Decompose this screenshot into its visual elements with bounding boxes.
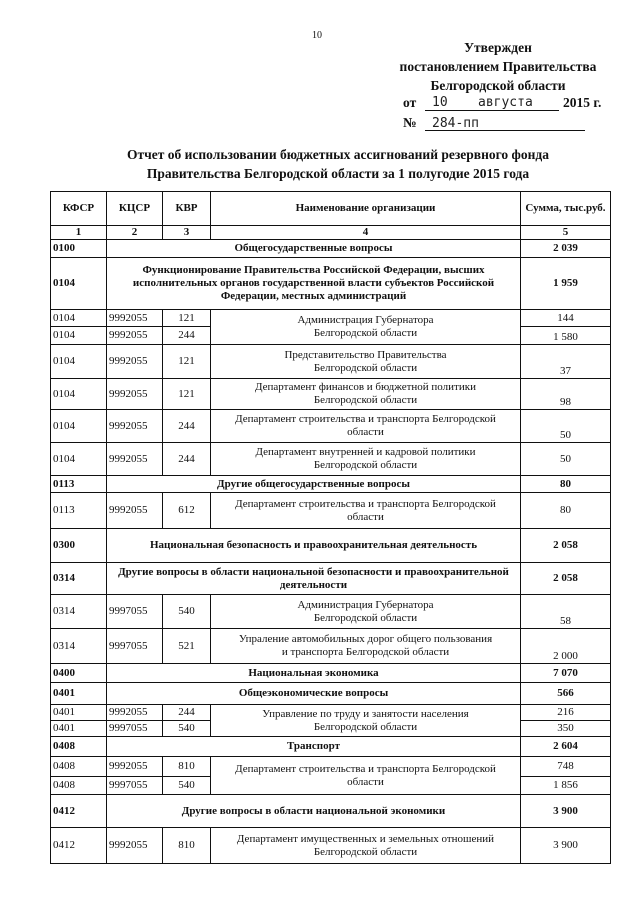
cell-sum: 80: [521, 493, 611, 529]
cell-kfsr: 0400: [51, 664, 107, 683]
cell-name: [211, 595, 521, 629]
cell-name: [211, 493, 521, 529]
cell-kfsr: 0408: [51, 777, 107, 795]
page-number: 10: [312, 30, 322, 41]
cell-kfsr: 0113: [51, 493, 107, 529]
cell-kvr: 540: [163, 721, 211, 737]
col-number: 4: [211, 226, 521, 240]
date-prefix: от: [403, 95, 417, 110]
table-row: [51, 240, 611, 258]
number-value: 284-пп: [432, 116, 479, 131]
cell-sum: 3 900: [521, 828, 611, 864]
table-row: [51, 683, 611, 705]
report-title: [70, 145, 606, 183]
table-row: [51, 737, 611, 757]
cell-kfsr: 0314: [51, 595, 107, 629]
cell-kcsr: 9992055: [107, 345, 163, 379]
cell-name: [211, 345, 521, 379]
cell-sum: 1 856: [521, 777, 611, 795]
cell-kfsr: 0104: [51, 379, 107, 410]
name-line: и транспорта Белгородской области: [281, 646, 450, 658]
cell-kfsr: 0408: [51, 737, 107, 757]
cell-name: [211, 757, 521, 795]
cell-kcsr: 9992055: [107, 379, 163, 410]
header-kcsr: КЦСР: [107, 192, 163, 226]
cell-kfsr: 0314: [51, 563, 107, 595]
name-line: области: [347, 426, 384, 438]
header-sum: Сумма, тыс.руб.: [521, 192, 611, 226]
cell-sum: 2 000: [521, 629, 611, 664]
approval-block: [378, 38, 618, 95]
cell-kfsr: 0412: [51, 795, 107, 828]
table-number-row: [51, 226, 611, 240]
name-line: Представительство Правительства: [284, 348, 447, 361]
cell-kcsr: 9997055: [107, 595, 163, 629]
header-kvr: КВР: [163, 192, 211, 226]
name-line: Департамент строительства и транспорта Белгородской: [235, 413, 496, 425]
table-row: [51, 529, 611, 563]
col-number: 3: [163, 226, 211, 240]
cell-kfsr: 0104: [51, 443, 107, 476]
approval-line-2: постановлением Правительства: [399, 59, 597, 74]
cell-kcsr: 9997055: [107, 721, 163, 737]
name-line: Белгородской области: [313, 720, 418, 733]
col-number: 5: [521, 226, 611, 240]
header-name: Наименование организации: [211, 192, 521, 226]
cell-sum: 1 580: [521, 327, 611, 345]
cell-kvr: 810: [163, 828, 211, 864]
number-prefix: №: [403, 115, 417, 130]
cell-sum: 566: [521, 683, 611, 705]
name-line: Упраление автомобильных дорог общего пользования: [238, 633, 493, 645]
cell-kfsr: 0412: [51, 828, 107, 864]
cell-sum: 2 604: [521, 737, 611, 757]
cell-kfsr: 0300: [51, 529, 107, 563]
cell-kvr: 244: [163, 327, 211, 345]
cell-kfsr: 0113: [51, 476, 107, 493]
table-row: [51, 410, 611, 443]
title-line-2: Правительства Белгородской области за 1 полугодие 2015 года: [146, 166, 530, 181]
cell-name: [211, 705, 521, 737]
cell-kvr: 540: [163, 777, 211, 795]
name-line: Белгородской области: [313, 361, 418, 374]
col-number: 1: [51, 226, 107, 240]
cell-name: Другие общегосударственные вопросы: [107, 476, 521, 493]
name-line: области: [347, 775, 384, 788]
cell-kvr: 612: [163, 493, 211, 529]
cell-name: Функционирование Правительства Российской Федерации, высших исполнительных органов государственной власти субъектов Российской Федерации, местных администраций: [107, 258, 521, 310]
name-line: Департамент имущественных и земельных отношений: [236, 832, 495, 845]
name-line: Департамент внутренней и кадровой политики: [255, 446, 476, 458]
cell-sum: 2 058: [521, 529, 611, 563]
name-line: Администрация Губернатора: [297, 598, 434, 611]
table-row: [51, 757, 611, 777]
cell-name: Национальная безопасность и правоохранительная деятельность: [107, 529, 521, 563]
cell-kvr: 810: [163, 757, 211, 777]
table-row: [51, 345, 611, 379]
table-row: [51, 443, 611, 476]
cell-kcsr: 9992055: [107, 410, 163, 443]
table-row: [51, 493, 611, 529]
name-line: Департамент строительства и транспорта Белгородской: [235, 497, 496, 510]
table-row: [51, 664, 611, 683]
col-number: 2: [107, 226, 163, 240]
cell-sum: 37: [521, 345, 611, 379]
cell-kfsr: 0401: [51, 721, 107, 737]
cell-kfsr: 0104: [51, 258, 107, 310]
cell-kcsr: 9997055: [107, 629, 163, 664]
date-underline: [425, 110, 559, 111]
cell-sum: 2 058: [521, 563, 611, 595]
cell-name: Другие вопросы в области национальной безопасности и правоохранительной деятельности: [107, 563, 521, 595]
table-row: [51, 379, 611, 410]
cell-kcsr: 9992055: [107, 327, 163, 345]
table-header-row: [51, 192, 611, 226]
cell-kcsr: 9992055: [107, 705, 163, 721]
cell-name: [211, 410, 521, 443]
cell-name: [211, 310, 521, 345]
cell-sum: 3 900: [521, 795, 611, 828]
cell-kvr: 244: [163, 443, 211, 476]
cell-name: Общеэкономические вопросы: [107, 683, 521, 705]
table-row: [51, 828, 611, 864]
cell-sum: 50: [521, 443, 611, 476]
name-line: Белгородской области: [313, 611, 418, 624]
cell-kvr: 121: [163, 310, 211, 327]
cell-kcsr: 9992055: [107, 757, 163, 777]
cell-sum: 144: [521, 310, 611, 327]
name-line: Администрация Губернатора: [297, 314, 434, 326]
table-row: [51, 629, 611, 664]
name-line: Белгородской области: [313, 327, 418, 339]
cell-kvr: 521: [163, 629, 211, 664]
table-row: [51, 795, 611, 828]
approval-line-1: Утвержден: [464, 40, 532, 55]
cell-name: [211, 443, 521, 476]
report-table: [50, 191, 611, 864]
table-row: [51, 705, 611, 721]
cell-sum: 50: [521, 410, 611, 443]
number-underline: [425, 130, 585, 131]
title-line-1: Отчет об использовании бюджетных ассигнований резервного фонда: [127, 147, 549, 162]
cell-kfsr: 0314: [51, 629, 107, 664]
name-line: Управление по труду и занятости населения: [262, 707, 469, 720]
cell-kfsr: 0104: [51, 327, 107, 345]
cell-name: Другие вопросы в области национальной экономики: [107, 795, 521, 828]
table-row: [51, 310, 611, 327]
cell-sum: 98: [521, 379, 611, 410]
header-kfsr: КФСР: [51, 192, 107, 226]
table-row: [51, 258, 611, 310]
cell-kfsr: 0104: [51, 310, 107, 327]
cell-name: Общегосударственные вопросы: [107, 240, 521, 258]
date-day: 10: [432, 95, 448, 110]
cell-name: [211, 629, 521, 664]
cell-sum: 748: [521, 757, 611, 777]
cell-kvr: 244: [163, 705, 211, 721]
cell-kfsr: 0100: [51, 240, 107, 258]
cell-kvr: 121: [163, 379, 211, 410]
cell-kvr: 121: [163, 345, 211, 379]
name-line: области: [347, 510, 384, 523]
cell-kfsr: 0408: [51, 757, 107, 777]
cell-name: [211, 379, 521, 410]
name-line: Белгородской области: [313, 459, 418, 471]
cell-sum: 216: [521, 705, 611, 721]
date-month: августа: [478, 95, 533, 110]
cell-kvr: 244: [163, 410, 211, 443]
name-line: Белгородской области: [313, 394, 418, 406]
cell-kfsr: 0104: [51, 410, 107, 443]
date-year: 2015 г.: [563, 95, 602, 110]
cell-sum: 350: [521, 721, 611, 737]
name-line: Департамент финансов и бюджетной политики: [255, 381, 476, 393]
table-row: [51, 476, 611, 493]
cell-sum: 7 070: [521, 664, 611, 683]
cell-kcsr: 9992055: [107, 493, 163, 529]
cell-kvr: 540: [163, 595, 211, 629]
name-line: Департамент строительства и транспорта Белгородской: [235, 762, 496, 775]
cell-kcsr: 9992055: [107, 310, 163, 327]
cell-kfsr: 0104: [51, 345, 107, 379]
cell-kcsr: 9992055: [107, 828, 163, 864]
approval-line-3: Белгородской области: [430, 78, 566, 93]
cell-name: Транспорт: [107, 737, 521, 757]
table-row: [51, 595, 611, 629]
cell-kcsr: 9997055: [107, 777, 163, 795]
cell-kcsr: 9992055: [107, 443, 163, 476]
cell-kfsr: 0401: [51, 705, 107, 721]
table-row: [51, 563, 611, 595]
cell-sum: 80: [521, 476, 611, 493]
cell-sum: 58: [521, 595, 611, 629]
cell-sum: 1 959: [521, 258, 611, 310]
cell-sum: 2 039: [521, 240, 611, 258]
cell-name: Национальная экономика: [107, 664, 521, 683]
cell-name: [211, 828, 521, 864]
cell-kfsr: 0401: [51, 683, 107, 705]
name-line: Белгородской области: [313, 845, 418, 858]
